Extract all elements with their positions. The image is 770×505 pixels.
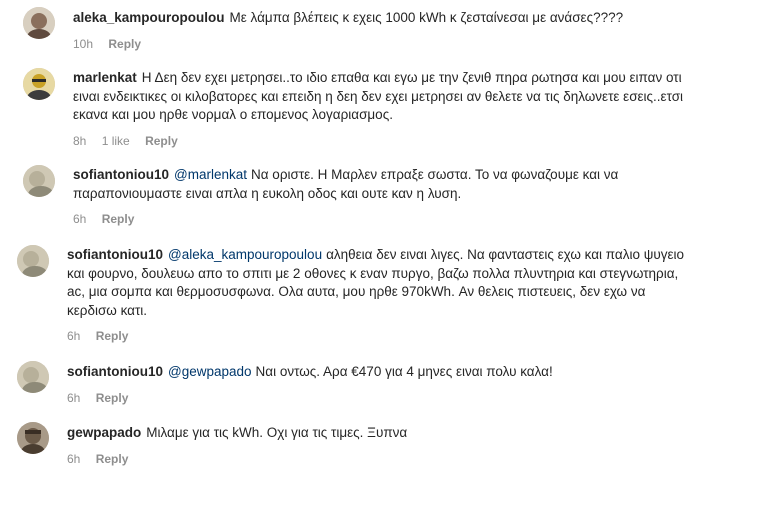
avatar-image — [23, 7, 55, 39]
comment-time[interactable]: 6h — [67, 390, 81, 405]
comment-body: αληθεια δεν ειναι λιγες. Να φανταστεις εχω και παλιο ψυγειο και φουρνο, δουλευω απο το σπιτι με 2 οθονες κ εναν πυργο, βαζω πολλα πλυντηρια και στεγνωτηρια, ac, μια σομπα και θερμοσυσφωνα. Ολα αυτα, μου ηρθε 970kWh. Αν θελεις πιστευεις, δεν εχω να κερδισω κατι. — [67, 247, 684, 318]
comment-text — [73, 9, 753, 28]
mention-link[interactable]: @aleka_kampouropoulou — [168, 247, 323, 262]
avatar-image — [17, 422, 49, 454]
comment-time[interactable]: 8h — [73, 133, 87, 148]
avatar[interactable] — [23, 165, 55, 197]
comment-time[interactable]: 6h — [73, 212, 87, 226]
mention-link[interactable]: @marlenkat — [174, 167, 247, 182]
mention-link[interactable]: @gewpapado — [168, 364, 252, 379]
reply-button[interactable]: Reply — [95, 390, 129, 405]
comment-username[interactable]: gewpapado — [67, 425, 142, 440]
reply-button[interactable]: Reply — [108, 36, 142, 51]
comment-meta — [73, 37, 753, 51]
reply-button[interactable]: Reply — [145, 133, 178, 148]
avatar[interactable] — [17, 245, 49, 277]
comment-username[interactable]: sofiantoniou10 — [67, 247, 164, 262]
avatar[interactable] — [23, 68, 55, 100]
comment-time[interactable]: 6h — [67, 329, 81, 343]
comment-text — [67, 424, 707, 443]
avatar[interactable] — [23, 7, 55, 39]
comment-time[interactable]: 10h — [73, 36, 94, 51]
comment-username[interactable]: sofiantoniou10 — [67, 364, 164, 379]
comment-meta — [73, 212, 683, 226]
comment-body: Μιλαμε για τις kWh. Οχι για τις τιμες. Ξυπνα — [146, 425, 408, 440]
avatar[interactable] — [17, 422, 49, 454]
avatar-image — [17, 361, 49, 393]
reply-button[interactable]: Reply — [95, 451, 129, 466]
comment-body: Με λάμπα βλέπεις κ εχεις 1000 kWh κ ζεσταίνεσαι με ανάσες???? — [229, 10, 624, 25]
comment-text — [67, 246, 692, 320]
reply-button[interactable]: Reply — [95, 329, 129, 343]
comment-body: Να οριστε. Η Μαρλεν επραξε σωστα. Το να φωναζουμε και να παραπονιουμαστε ειναι απλα η ευκολη οδος και ουτε καν η λυση. — [73, 167, 619, 201]
comment-meta — [67, 329, 692, 343]
comment-body: Ναι οντως. Αρα €470 για 4 μηνες ειναι πολυ καλα! — [255, 364, 553, 379]
avatar-image — [23, 68, 55, 100]
comment-text — [73, 69, 688, 125]
comment-time[interactable]: 6h — [67, 451, 81, 466]
comment-body: Η Δεη δεν εχει μετρησει..το ιδιο επαθα και εγω με την ζενιθ πηρα ρωτησα και μου ειπαν οτι ειναι ενδεικτικες οι κιλοβατορες και επειδη η δεη δεν εχει μετρησει αν θελετε να τις δηλωνετε εσεις..ετσι εκανα και μου ηρθε νορμαλ ο επομενος λογαριασμος. — [73, 70, 684, 122]
comment-meta — [67, 391, 707, 405]
comment-text — [67, 363, 707, 382]
reply-button[interactable]: Reply — [101, 212, 135, 226]
comment-username[interactable]: sofiantoniou10 — [73, 167, 170, 182]
avatar[interactable] — [17, 361, 49, 393]
comment-meta — [73, 134, 688, 148]
avatar-image — [23, 165, 55, 197]
comment-username[interactable]: marlenkat — [73, 70, 137, 85]
comment-meta — [67, 452, 707, 466]
comment-text — [73, 166, 683, 203]
comment-username[interactable]: aleka_kampouropoulou — [73, 10, 225, 25]
avatar-image — [17, 245, 49, 277]
likes-count[interactable]: 1 like — [101, 133, 130, 148]
